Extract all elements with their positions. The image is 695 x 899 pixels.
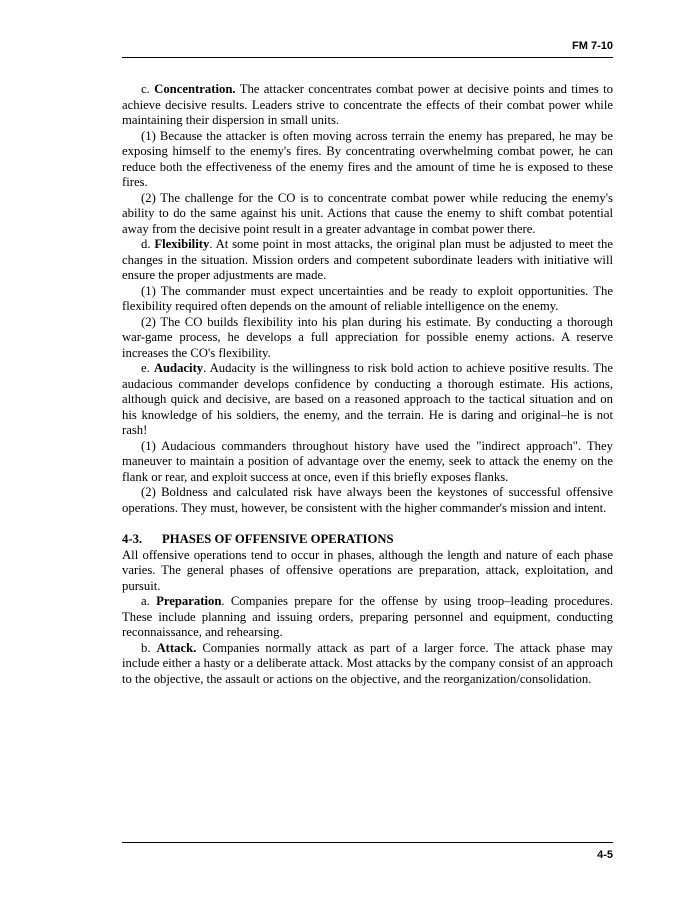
para-a-text: . Companies prepare for the offense by using troop–leading procedures. These include planning and issuing orders, preparing personnel and equipment, conducting reconnaissance, and rehearsing. (122, 594, 613, 639)
para-c1: (1) Because the attacker is often moving across terrain the enemy has prepared, he may be exposing himself to the enemy's fires. By concentrating overwhelming combat power, he can reduce both the effectiveness of the enemy fires and the amount of time he is exposed to these fires. (122, 128, 613, 189)
para-b-title: Attack. (156, 640, 197, 655)
para-c-text: The attacker concentrates combat power at decisive points and times to achieve decisive results. Leaders strive to concentrate the effects of their combat power while maintaining their dispersion in small units. (122, 82, 613, 127)
para-e2: (2) Boldness and calculated risk have always been the keystones of successful offensive operations. They must, however, be consistent with the higher commander's mission and intent. (122, 485, 613, 515)
para-c2: (2) The challenge for the CO is to concentrate combat power while reducing the enemy's ability to do the same against his unit. Actions that cause the enemy to shift combat potential away from the decisive point result in a greater advantage in combat power there. (122, 190, 613, 236)
section-number: 4-3. (122, 532, 143, 546)
section-heading (122, 532, 613, 548)
para-e (122, 361, 613, 439)
section-title: PHASES OF OFFENSIVE OPERATIONS (162, 532, 394, 546)
para-a (122, 594, 613, 641)
para-e-title: Audacity (153, 361, 204, 375)
page-number: 4-5 (597, 849, 613, 861)
para-a-prefix: a. (141, 594, 157, 608)
para-d (122, 237, 613, 284)
para-d1: (1) The commander must expect uncertainties and be ready to exploit opportunities. The flexibility required often depends on the amount of reliable intelligence on the enemy. (122, 283, 613, 313)
para-e-prefix: e. (141, 361, 154, 375)
para-c-title: Concentration. (154, 82, 236, 96)
para-b-text: Companies normally attack as part of a larger force. The attack phase may include either a hasty or a deliberate attack. Most attacks by the company consist of an approach to the objective, the assault or actions on the objective, and the reorganization/consolidation. (122, 640, 613, 686)
para-d-title: Flexibility (154, 237, 210, 251)
para-e1: (1) Audacious commanders throughout history have used the "indirect approach". They maneuver to maintain a position of advantage over the enemy, seek to attack the enemy on the flank or rear, and exploit success at once, even if this briefly exposes flanks. (122, 438, 613, 484)
para-d-text: . At some point in most attacks, the original plan must be adjusted to meet the changes in the situation. Mission orders and competent subordinate leaders with initiative will ensure the proper adjustments are made. (122, 237, 614, 282)
para-c-prefix: c. (141, 82, 155, 96)
para-b-prefix: b. (141, 640, 157, 655)
para-d-prefix: d. (141, 237, 155, 251)
footer-rule (122, 842, 613, 843)
document-body (122, 82, 613, 687)
para-c (122, 82, 613, 129)
para-a-title: Preparation (156, 594, 222, 608)
para-e-text: . Audacity is the willingness to risk bold action to achieve positive results. The audacious commander develops confidence by conducting a thorough estimate. His actions, although quick and decisive, are based on a reasoned approach to the tactical situation and on his knowledge of his soldiers, the enemy, and the terrain. He is daring and original–he is not rash! (122, 361, 613, 437)
doc-code: FM 7-10 (572, 40, 613, 52)
section-intro: All offensive operations tend to occur in phases, although the length and nature of each phase varies. The general phases of offensive operations are preparation, attack, exploitation, and pursuit. (122, 547, 613, 593)
para-b (122, 641, 613, 688)
header-rule (122, 57, 613, 58)
para-d2: (2) The CO builds flexibility into his plan during his estimate. By conducting a thorough war-game process, he develops a full appreciation for possible enemy actions. A reserve increases the CO's flexibility. (122, 314, 613, 360)
